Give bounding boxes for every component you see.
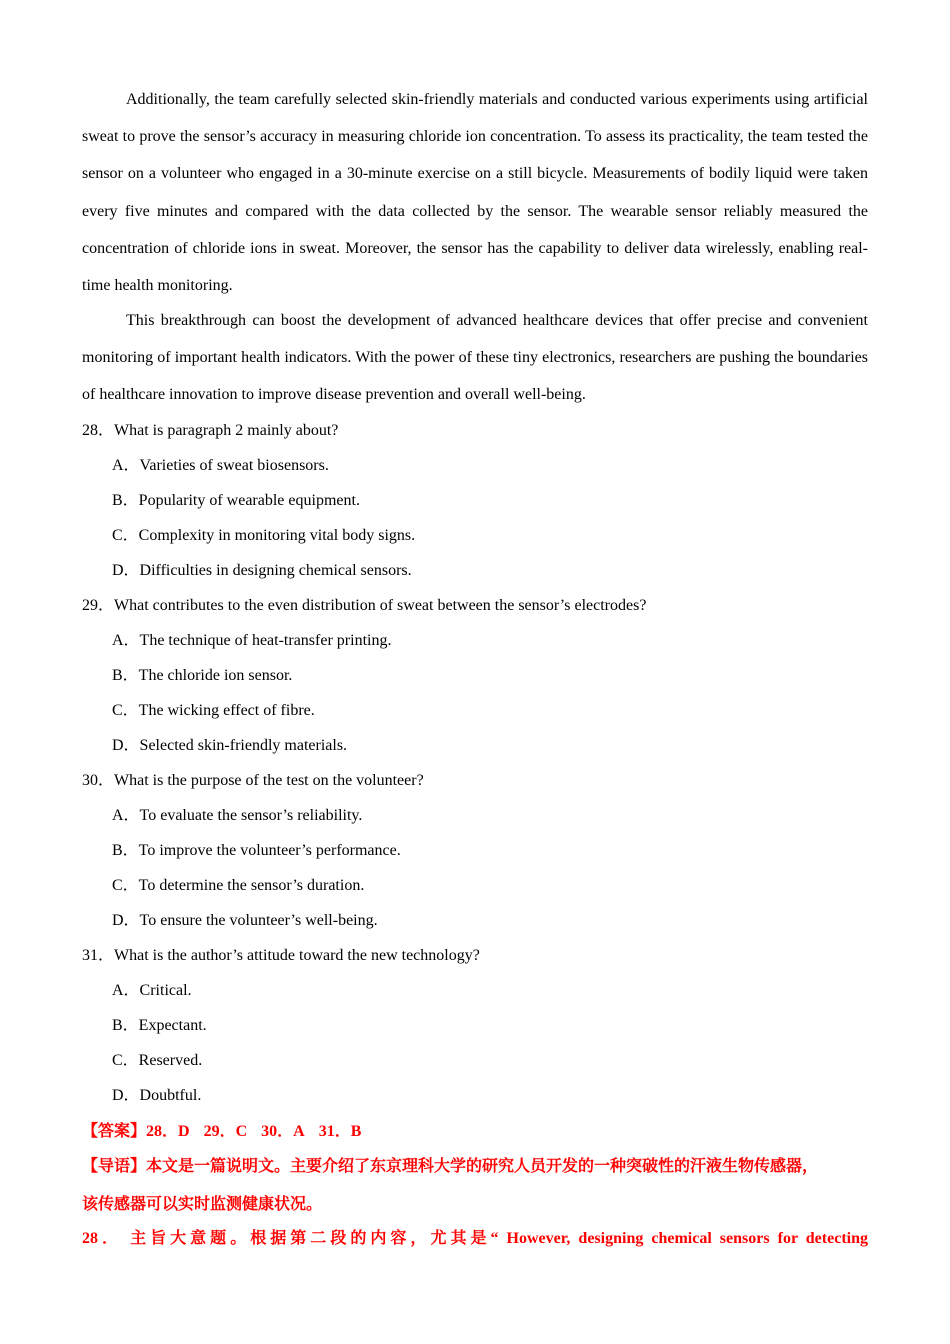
answer-option: C．Reserved. (112, 1052, 203, 1069)
answer-option: C．Complexity in monitoring vital body signs. (112, 527, 416, 544)
guide-label: 【导语】 (82, 1158, 147, 1175)
guide-text: 本文是一篇说明文。主要介绍了东京理科大学的研究人员开发的一种突破性的汗液生物传感器， (146, 1158, 819, 1175)
question-stem: 30．What is the purpose of the test on the volunteer? (82, 772, 424, 789)
answer-label: 【答案】 (82, 1123, 147, 1140)
answer-option: D．Selected skin-friendly materials. (112, 737, 348, 754)
answer-option: A．To evaluate the sensor’s reliability. (112, 807, 363, 824)
guide-text-continued: 该传感器可以实时监测健康状况。 (82, 1196, 323, 1213)
answer-option: A．Critical. (112, 982, 192, 999)
answer-key (82, 1122, 361, 1142)
question-stem: 28．What is paragraph 2 mainly about? (82, 422, 339, 439)
answer-item: 28．D (146, 1123, 190, 1140)
answer-option: A．The technique of heat-transfer printing. (112, 632, 392, 649)
question-stem: 29．What contributes to the even distribution of sweat between the sensor’s electrodes? (82, 597, 647, 614)
answer-option: B．The chloride ion sensor. (112, 667, 293, 684)
question-stem: 31．What is the author’s attitude toward the new technology? (82, 947, 480, 964)
answer-option: B．Popularity of wearable equipment. (112, 492, 360, 509)
answer-option: B．To improve the volunteer’s performance. (112, 842, 401, 859)
answer-option: D．To ensure the volunteer’s well-being. (112, 912, 378, 929)
answer-item: 30．A (261, 1123, 305, 1140)
answer-option: A．Varieties of sweat biosensors. (112, 457, 329, 474)
paragraph: This breakthrough can boost the development of advanced healthcare devices that offer precise and convenient monitoring of important health indicators. With the power of these tiny electronics, researchers are pushing the boundaries of healthcare innovation to improve disease prevention and overall well-being. (82, 312, 868, 404)
paragraph: Additionally, the team carefully selected skin-friendly materials and conducted various experiments using artificial sweat to prove the sensor’s accuracy in measuring chloride ion concentration. To assess its practicality, the team tested the sensor on a volunteer who engaged in a 30-minute exercise on a still bicycle. Measurements of bodily liquid were taken every five minutes and compared with the data collected by the sensor. The wearable sensor reliably measured the concentration of chloride ions in sweat. Moreover, the sensor has the capability to deliver data wirelessly, enabling real-time health monitoring. (82, 91, 868, 295)
explanation-text: 28． 主旨大意题。根据第二段的内容，尤其是“ However, designing chemical sensors for detecting (82, 1230, 868, 1247)
answer-item: 31．B (318, 1123, 362, 1140)
answer-option: C．The wicking effect of fibre. (112, 702, 315, 719)
answer-option: B．Expectant. (112, 1017, 207, 1034)
answer-item: 29．C (203, 1123, 248, 1140)
answer-option: D．Difficulties in designing chemical sensors. (112, 562, 412, 579)
guide-line (82, 1157, 818, 1177)
answer-option: C．To determine the sensor’s duration. (112, 877, 365, 894)
answer-option: D．Doubtful. (112, 1087, 202, 1104)
